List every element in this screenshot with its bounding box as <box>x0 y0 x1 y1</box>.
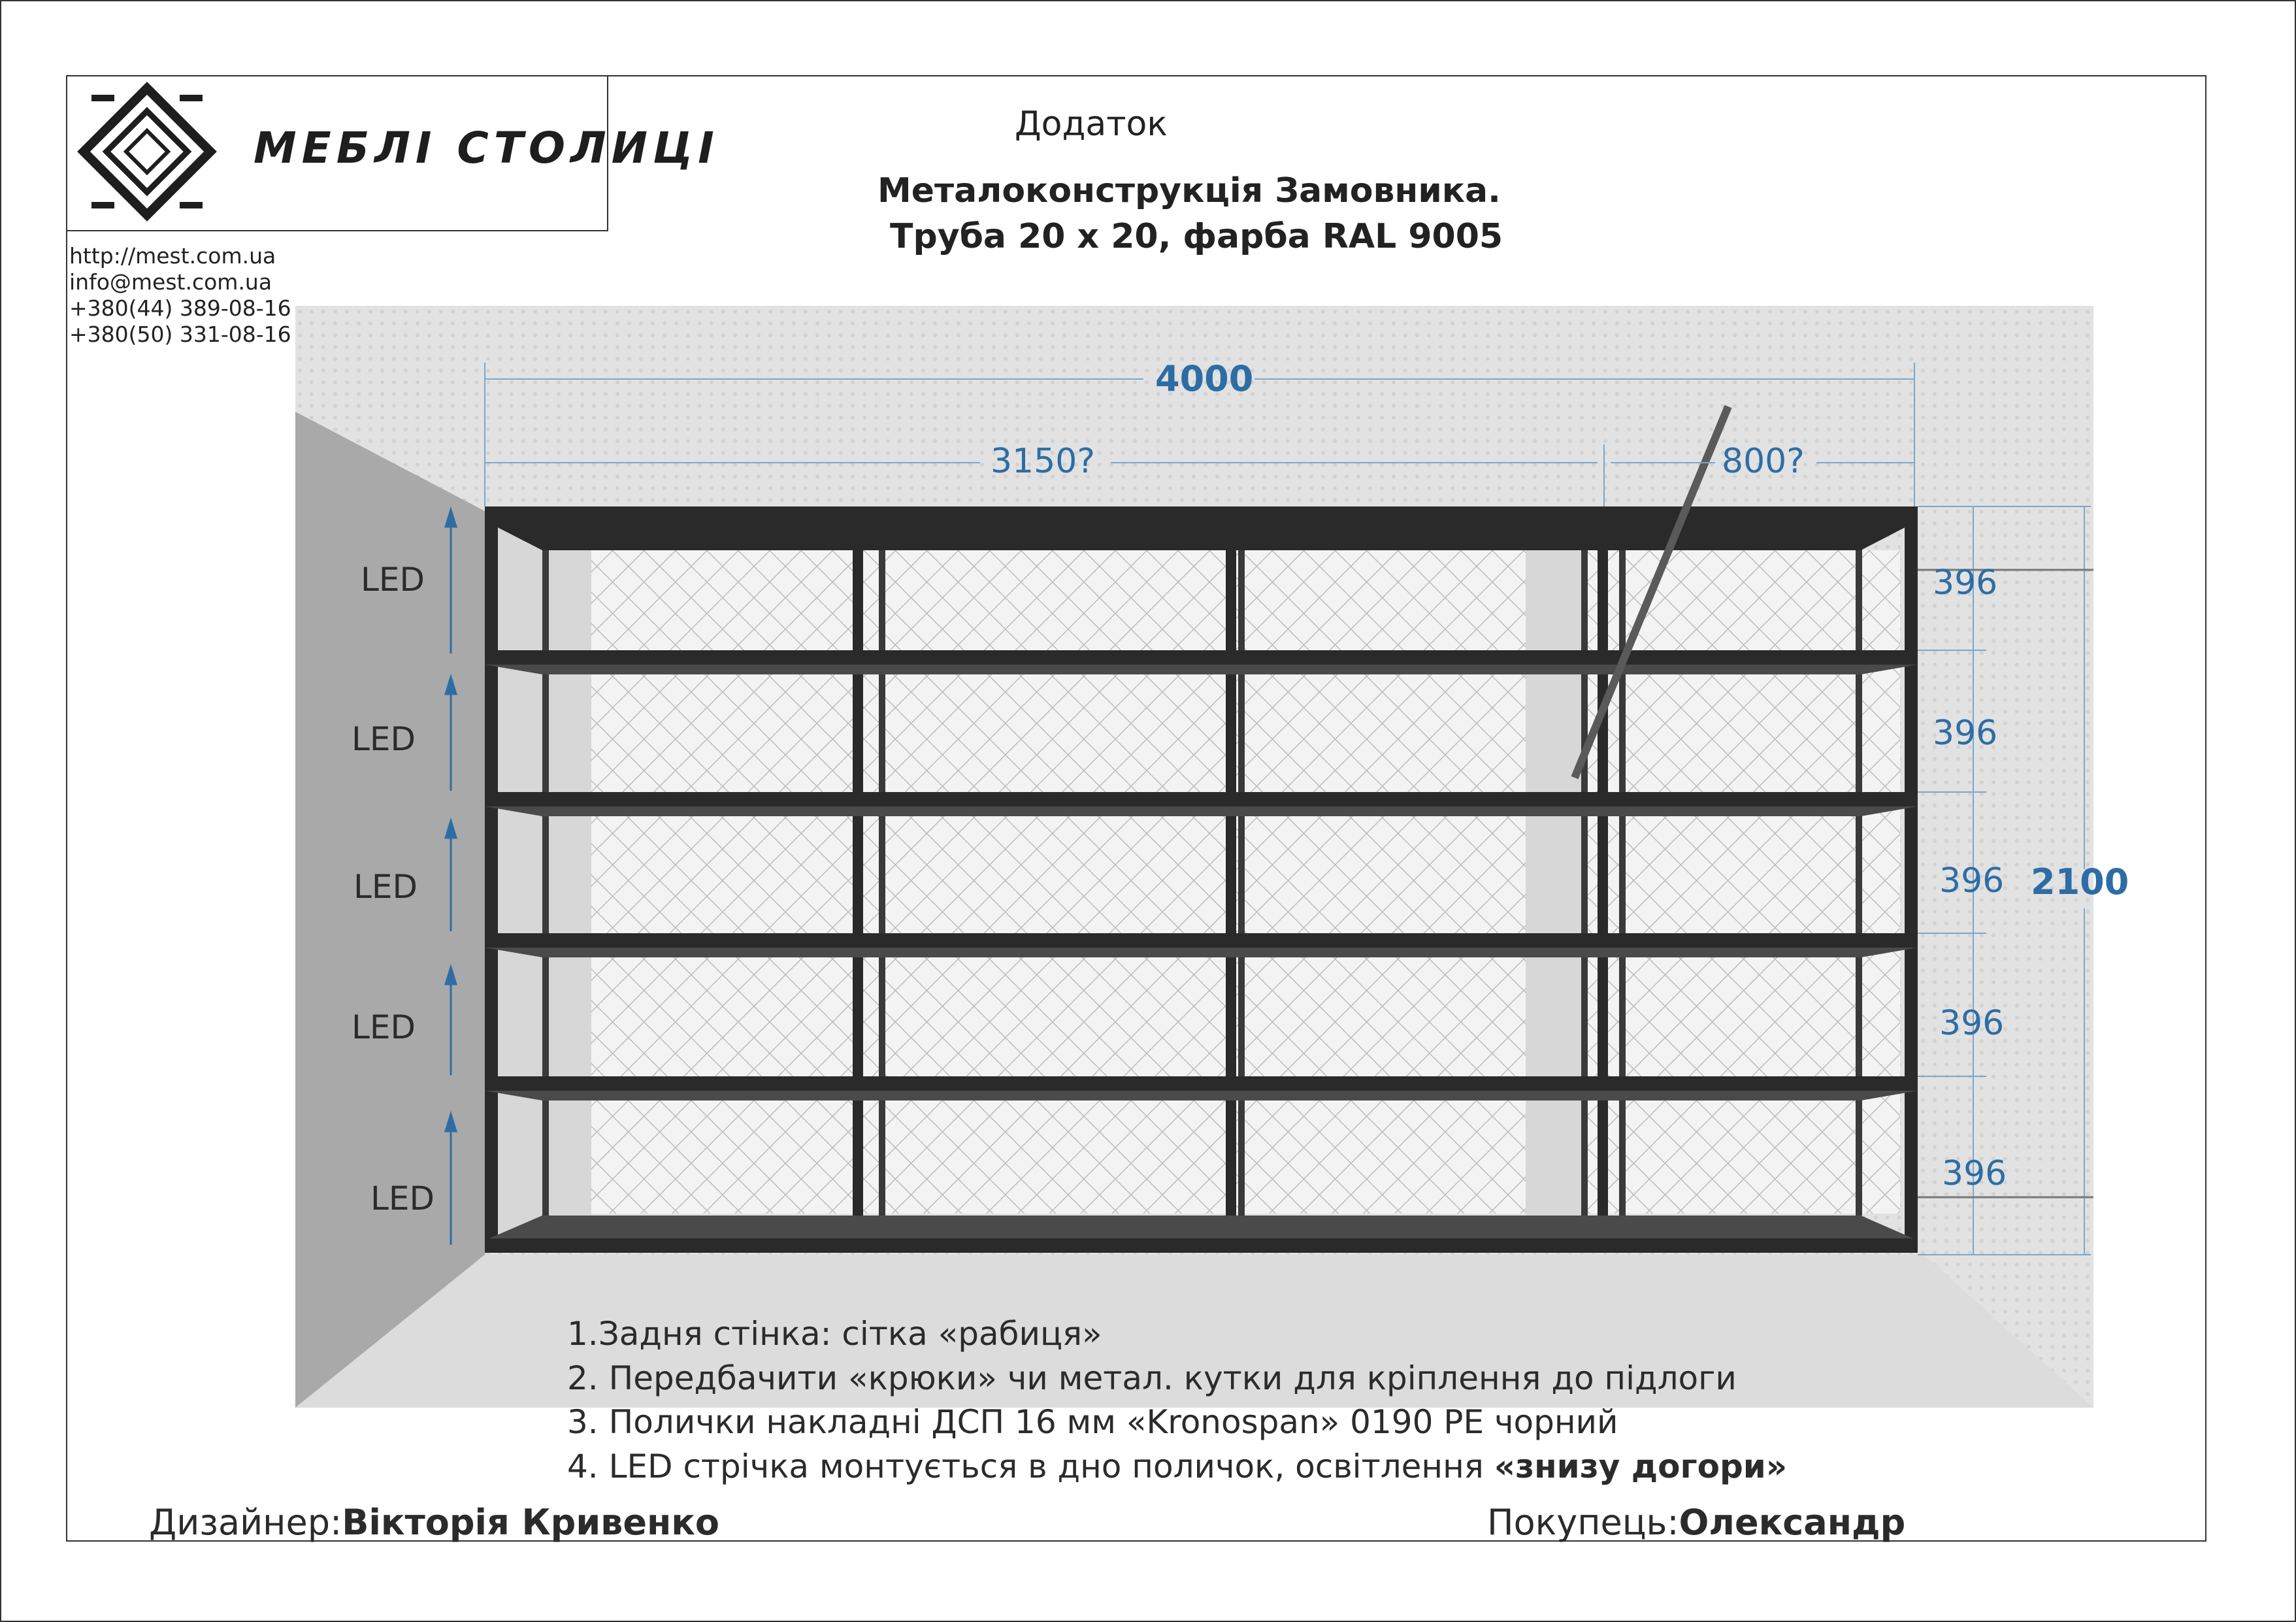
note-2: 2. Передбачити «крюки» чи метал. кутки для кріплення до підлоги <box>567 1359 1737 1397</box>
logo-diamond-icon <box>84 88 210 215</box>
buyer <box>1487 1502 1905 1543</box>
title-line-2: Труба 20 х 20, фарба RAL 9005 <box>890 217 1503 256</box>
contact-phone-2: +380(50) 331-08-16 <box>69 322 291 347</box>
dim-right-width: 800? <box>1722 442 1805 481</box>
dim-left-width: 3150? <box>991 442 1095 481</box>
note-1: 1.Задня стінка: сітка «рабиця» <box>567 1315 1102 1353</box>
dim-shelf-height-3: 396 <box>1939 861 2005 901</box>
dim-shelf-height-4: 396 <box>1939 1004 2005 1043</box>
mesh-back-panel <box>542 550 1586 1214</box>
designer-label: Дизайнер: <box>149 1502 342 1543</box>
note-3: 3. Полички накладні ДСП 16 мм «Kronospan» 0190 PE чорний <box>567 1403 1618 1441</box>
designer <box>149 1502 719 1543</box>
contact-website[interactable]: http://mest.com.ua <box>69 243 276 269</box>
dim-total-height: 2100 <box>2031 861 2129 902</box>
led-label-3: LED <box>353 868 418 906</box>
buyer-name: Олександр <box>1679 1502 1906 1543</box>
contact-phone-1: +380(44) 389-08-16 <box>69 295 291 321</box>
dim-shelf-height-2: 396 <box>1933 714 1998 753</box>
note-4-bold: «знизу догори» <box>1494 1448 1788 1485</box>
contact-email[interactable]: info@mest.com.ua <box>69 269 272 295</box>
dim-shelf-height-1: 396 <box>1933 563 1998 603</box>
led-label-4: LED <box>352 1008 416 1046</box>
buyer-label: Покупець: <box>1487 1502 1679 1543</box>
led-label-5: LED <box>370 1180 435 1217</box>
note-4 <box>567 1448 1787 1485</box>
led-label-2: LED <box>352 720 416 758</box>
inner-right-panel <box>1526 533 1581 1255</box>
dim-total-width: 4000 <box>1155 358 1254 399</box>
led-label-1: LED <box>361 561 425 599</box>
mesh-back-panel-right <box>1586 550 1900 1214</box>
appendix-label: Додаток <box>1015 105 1168 144</box>
inner-left-panel <box>485 511 591 1255</box>
brand-name: МЕБЛІ СТОЛИЦІ <box>254 123 719 173</box>
title-line-1: Металоконструкція Замовника. <box>877 171 1501 210</box>
designer-name: Вікторія Кривенко <box>342 1502 720 1543</box>
note-4-text: 4. LED стрічка монтується в дно поличок, освітлення <box>567 1448 1494 1485</box>
dim-shelf-height-5: 396 <box>1942 1154 2007 1193</box>
